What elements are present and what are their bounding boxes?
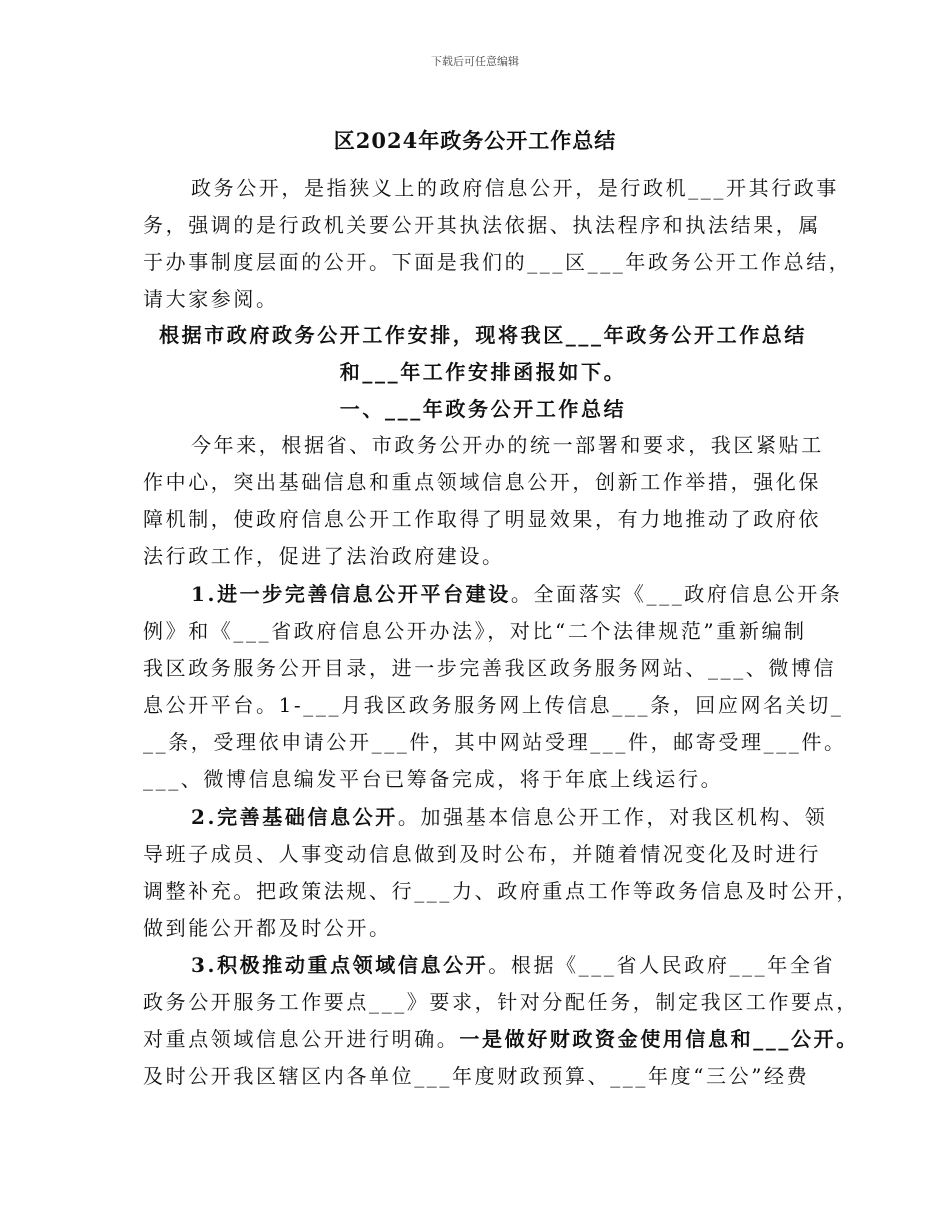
- paragraph-line: 作中心，突出基础信息和重点领域信息公开，创新工作举措，强化保: [143, 470, 821, 494]
- paragraph-line: 务，强调的是行政机关要公开其执法依据、执法程序和执法结果，属: [143, 213, 821, 237]
- paragraph-line: [143, 1021, 859, 1058]
- item-text: 。全面落实《___政府信息公开条: [510, 582, 843, 606]
- paragraph-line: 请大家参阅。: [143, 287, 279, 311]
- item-heading: 1.进一步完善信息公开平台建设: [191, 582, 511, 606]
- paragraph-line: 政务公开服务工作要点___》要求，针对分配任务，制定我区工作要点，: [143, 990, 859, 1014]
- paragraph-line: 障机制，使政府信息公开工作取得了明显效果，有力地推动了政府依: [143, 507, 821, 531]
- paragraph-line: [143, 576, 843, 613]
- paragraph-line: 做到能公开都及时公开。: [143, 916, 392, 940]
- paragraph-line: 及时公开我区辖区内各单位___年度财政预算、___年度“三公”经费: [143, 1064, 810, 1088]
- item-emphasis: 一是做好财政资金使用信息和___公开。: [459, 1027, 859, 1051]
- paragraph-line: 息公开平台。1-___月我区政务服务网上传信息___条，回应网名关切_: [143, 693, 844, 717]
- item-text: 对重点领域信息公开进行明确。: [143, 1027, 460, 1051]
- item-heading: 3.积极推动重点领域信息公开: [191, 953, 489, 977]
- item-text: 。根据《___省人民政府___年全省: [488, 953, 836, 977]
- paragraph-line: 和___年工作安排函报如下。: [339, 360, 627, 384]
- lead-paragraph: [143, 317, 823, 428]
- paragraph-line: 法行政工作，促进了法治政府建设。: [143, 544, 505, 568]
- paragraph-line: 调整补充。把政策法规、行___力、政府重点工作等政务信息及时公开，: [143, 879, 859, 903]
- paragraph-line: 例》和《___省政府信息公开办法》，对比“二个法律规范”重新编制: [143, 619, 807, 643]
- item-3-paragraph: [143, 947, 859, 1095]
- item-1-paragraph: [143, 576, 847, 798]
- item-text: 。加强基本信息公开工作，对我区机构、领: [397, 805, 828, 829]
- item-2-paragraph: [143, 799, 859, 947]
- paragraph-line: 根据市政府政务公开工作安排，现将我区___年政务公开工作总结: [159, 323, 807, 347]
- paragraph-line: 于办事制度层面的公开。下面是我们的___区___年政务公开工作总结，: [143, 250, 852, 274]
- paragraph-line: ___、微博信息编发平台已筹备完成，将于年底上线运行。: [143, 767, 724, 791]
- header-note: 下载后可任意编辑: [431, 55, 519, 68]
- paragraph-line: 我区政务服务公开目录，进一步完善我区政务服务网站、___、微博信: [143, 656, 837, 680]
- body-paragraph: [143, 427, 823, 575]
- document-title: 区2024年政务公开工作总结: [333, 128, 617, 153]
- paragraph-line: [143, 799, 828, 836]
- paragraph-line: __条，受理依申请公开___件，其中网站受理___件，邮寄受理___件。: [143, 730, 847, 754]
- paragraph-line: 今年来，根据省、市政务公开办的统一部署和要求，我区紧贴工: [191, 433, 824, 457]
- item-heading: 2.完善基础信息公开: [191, 805, 398, 829]
- paragraph-line: [143, 947, 836, 984]
- paragraph-line: 导班子成员、人事变动信息做到及时公布，并随着情况变化及时进行: [143, 842, 821, 866]
- paragraph-line: 政务公开，是指狭义上的政府信息公开，是行政机___开其行政事: [191, 176, 839, 200]
- intro-paragraph: [143, 170, 852, 318]
- section-heading: 一、___年政务公开工作总结: [339, 397, 627, 421]
